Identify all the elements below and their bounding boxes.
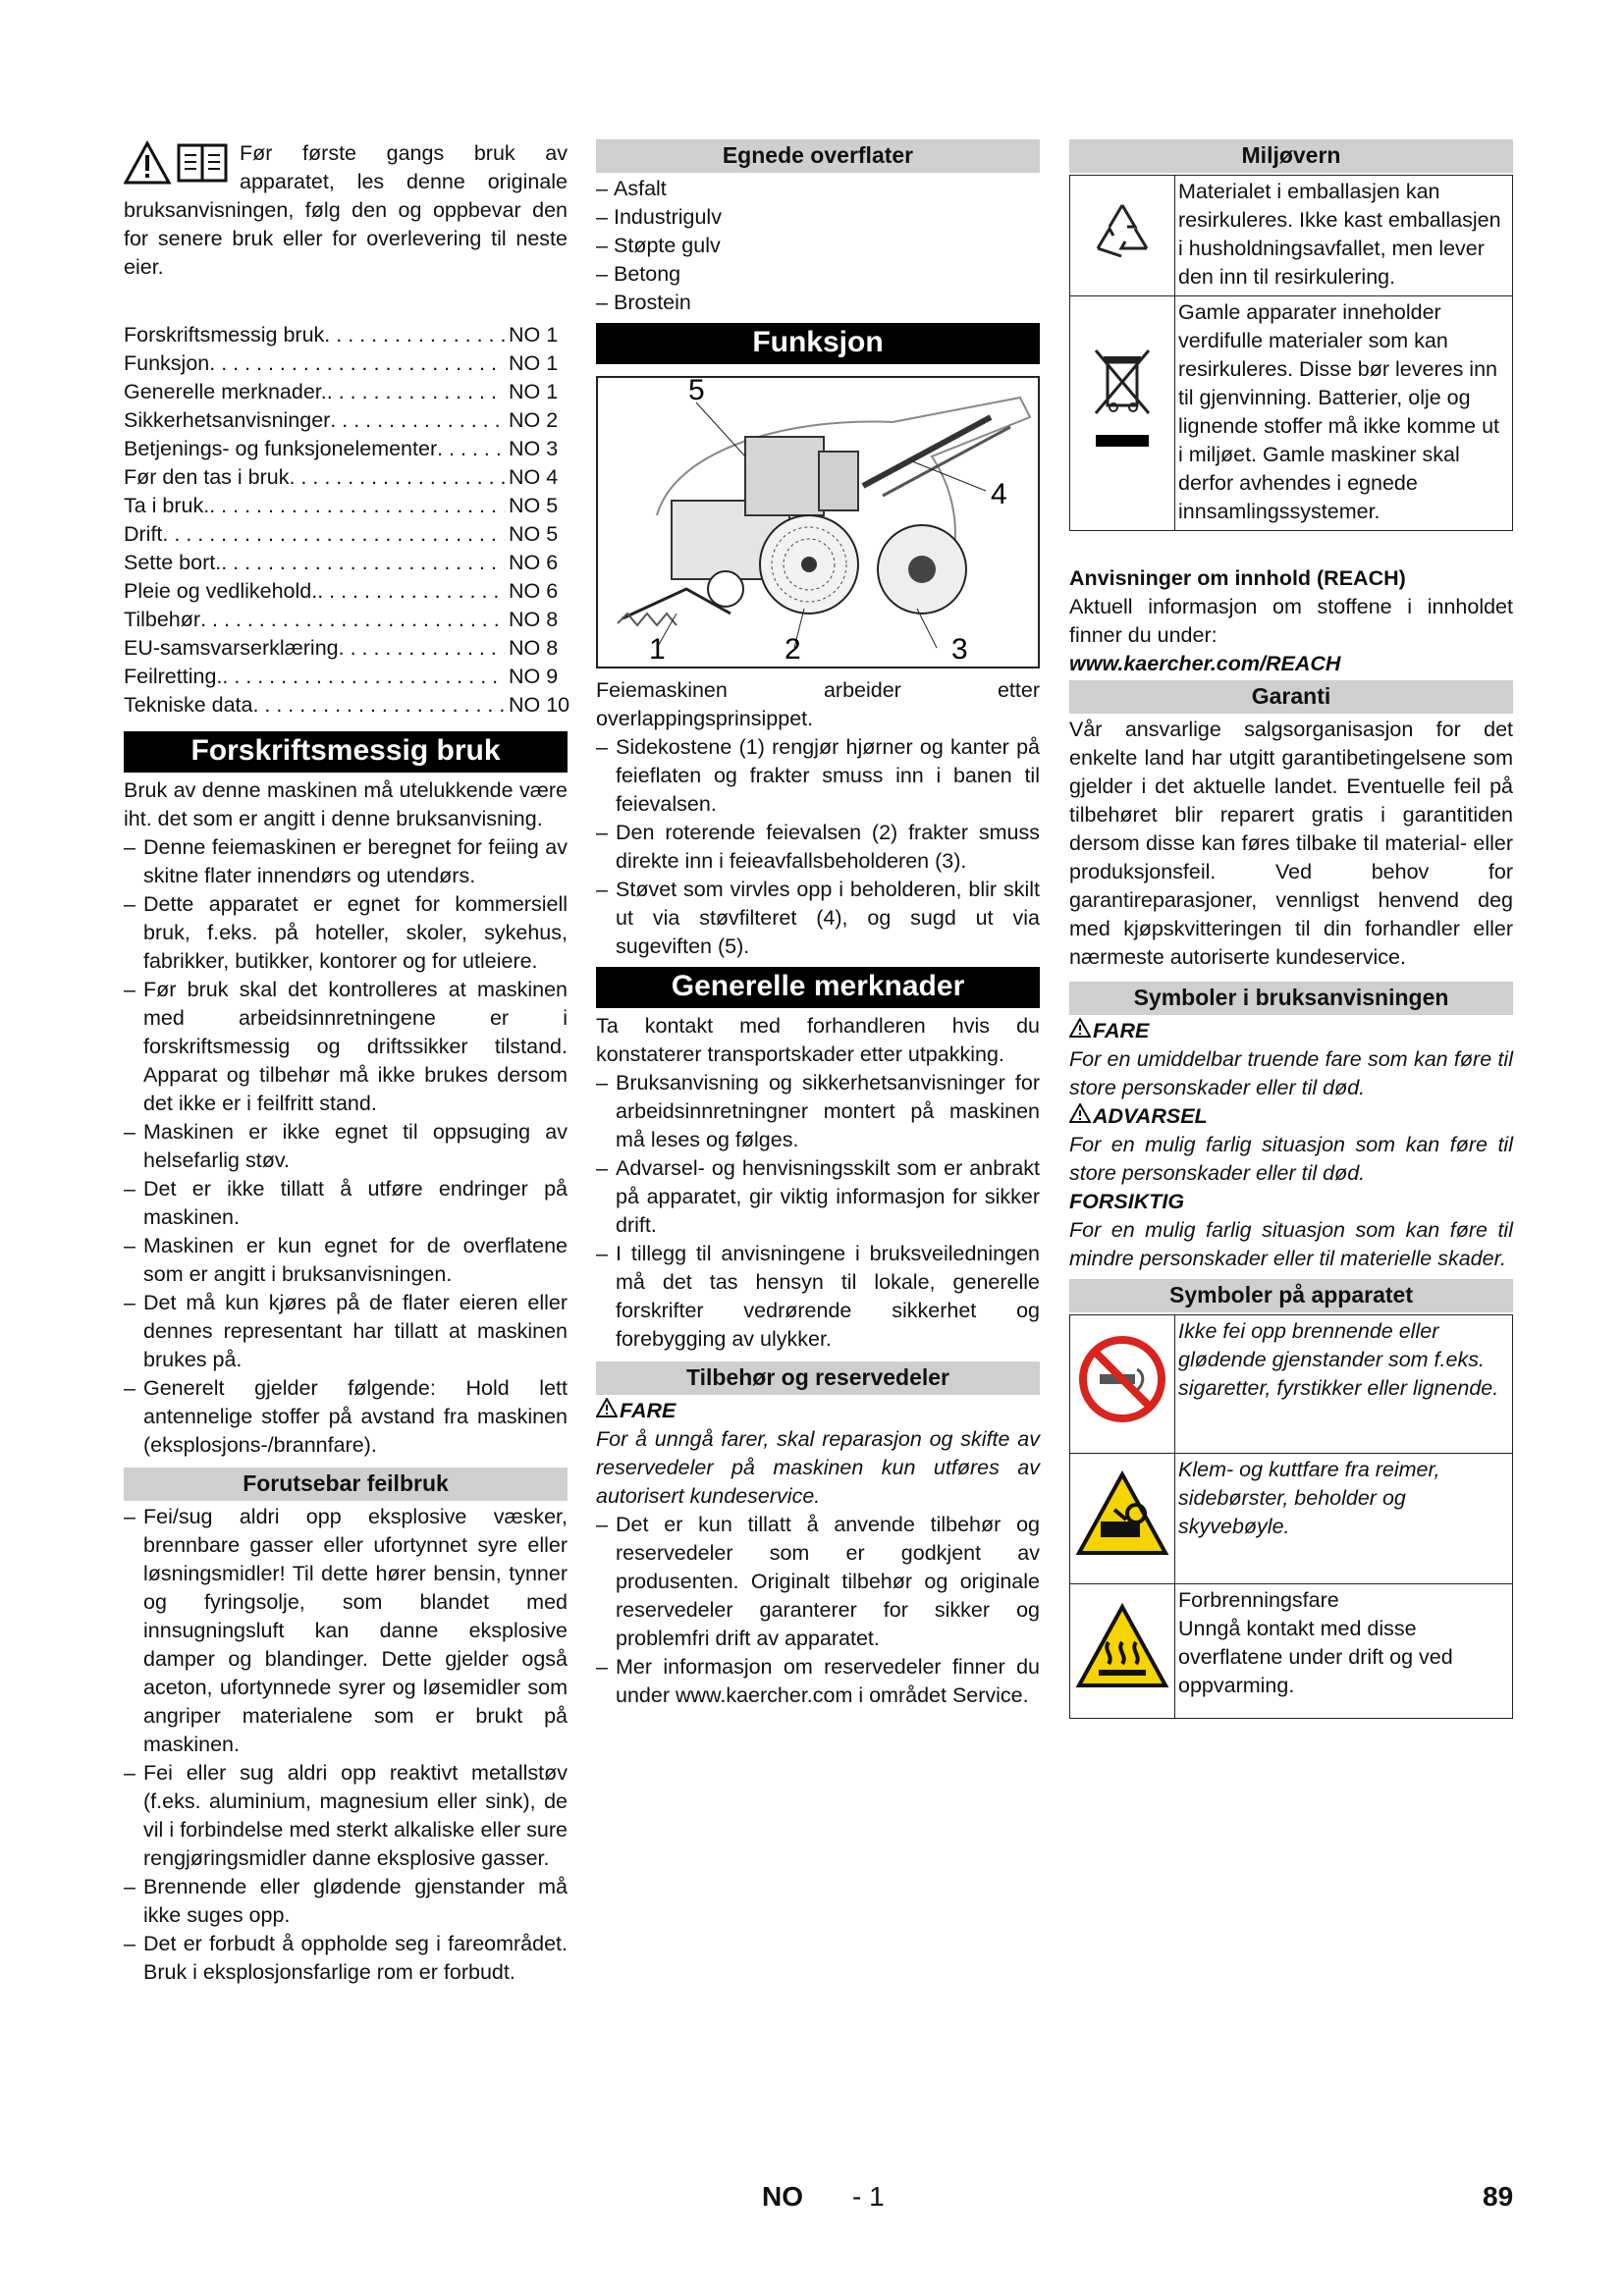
toc-entry-title: Før den tas i bruk xyxy=(124,465,290,489)
misuse-item: – Brennende eller glødende gjenstander må ikke suges opp. xyxy=(124,1873,568,1930)
figure-label-1: 1 xyxy=(649,633,666,663)
toc-leader-dots xyxy=(324,321,505,349)
toc-entry-page: NO 2 xyxy=(509,408,559,432)
recycle-icon xyxy=(1070,176,1175,296)
toc-entry-title: Sette bort. xyxy=(124,551,222,574)
misuse-item: – Fei eller sug aldri opp reaktivt metallstøv (f.eks. aluminium, magnesium eller sink), de vil i forbindelse med sterkt alkaliske eller sure rengjøringsmidler danne eksplosive gasser. xyxy=(124,1759,568,1873)
function-item: – Støvet som virvles opp i beholderen, blir skilt ut via støvfilteret (4), og sugd ut via sugeviften (5). xyxy=(596,876,1040,961)
toc-entry-page: NO 8 xyxy=(509,608,559,631)
toc-entry[interactable] xyxy=(124,577,568,606)
general-note-item: – I tillegg til anvisningene i bruksveiledningen må det tas hensyn til lokale, generelle forskrifter vedrørende sikkerhet og forebygging av ulykker. xyxy=(596,1240,1040,1354)
toc-entry-page: NO 1 xyxy=(509,380,559,403)
toc-entry-page: NO 4 xyxy=(509,465,559,489)
toc-leader-dots xyxy=(209,349,505,378)
column-3 xyxy=(1069,139,1513,1719)
toc-entry-title: Tilbehør xyxy=(124,608,201,631)
environment-row xyxy=(1070,296,1513,531)
environment-text-2: Gamle apparater inneholder verdifulle materialer som kan resirkuleres. Disse bør leveres inn til gjenvinning. Batterier, olje og lignende stoffer må ikke komme ut i miljøet. Gamle maskiner skal derfor avhendes i egnede innsamlingssystemer. xyxy=(1175,296,1513,531)
toc-entry[interactable] xyxy=(124,663,568,691)
toc-entry-title: Ta i bruk. xyxy=(124,494,210,517)
toc-entry-page: NO 5 xyxy=(509,494,559,517)
toc-entry[interactable] xyxy=(124,606,568,634)
intended-use-item: – Det må kun kjøres på de flater eieren eller dennes representant har tillatt at maskinen brukes på. xyxy=(124,1289,568,1374)
environment-row xyxy=(1070,176,1513,296)
general-note-item: – Bruksanvisning og sikkerhetsanvisninger for arbeidsinnretningner montert på maskinen må leses og følges. xyxy=(596,1069,1040,1154)
symbols-list xyxy=(1069,1017,1513,1273)
intended-use-item: – Denne feiemaskinen er beregnet for feiing av skitne flater innendørs og utendørs. xyxy=(124,833,568,890)
column-1 xyxy=(124,139,568,1987)
toc-leader-dots xyxy=(330,406,505,435)
toc-entry-page: NO 5 xyxy=(509,522,559,546)
toc-entry-title: Generelle merknader. xyxy=(124,380,327,403)
symbol-description: For en mulig farlig situasjon som kan føre til mindre personskader eller til materielle skader. xyxy=(1069,1218,1513,1270)
toc-entry-page: NO 8 xyxy=(509,636,559,660)
toc-leader-dots xyxy=(162,520,505,549)
intended-use-text: Bruk av denne maskinen må utelukkende være iht. det som er angitt i denne bruksanvisning. xyxy=(124,778,568,830)
footer-section-number: - 1 xyxy=(852,2181,885,2212)
accessory-item: – Det er kun tillatt å anvende tilbehør og reservedeler som er godkjent av produsenten. Originalt tilbehør og originale reservedeler garanterer for sikker og problemfri drift av apparatet. xyxy=(596,1511,1040,1653)
toc-leader-dots xyxy=(289,463,505,492)
intended-use-item: – Det er ikke tillatt å utføre endringer på maskinen. xyxy=(124,1175,568,1232)
symbol-description: For en mulig farlig situasjon som kan føre til store personskader eller til død. xyxy=(1069,1133,1513,1185)
surface-item: – Støpte gulv xyxy=(596,232,1040,260)
figure-label-3: 3 xyxy=(951,633,968,663)
toc-entry[interactable] xyxy=(124,549,568,577)
intro-text: Før første gangs bruk av apparatet, les denne originale bruksanvisningen, følg den og oppbevar den for senere bruk eller for overlevering til neste eier. xyxy=(124,141,568,279)
figure-label-4: 4 xyxy=(991,478,1007,510)
toc-leader-dots xyxy=(327,378,505,406)
surfaces-list xyxy=(596,175,1040,317)
toc-entry-title: Feilretting. xyxy=(124,665,223,688)
toc-entry-title: Drift xyxy=(124,522,163,546)
toc-entry[interactable] xyxy=(124,435,568,463)
toc-entry-title: Betjenings- og funksjonelementer xyxy=(124,437,438,460)
accessory-item: – Mer informasjon om reservedeler finner du under www.kaercher.com i området Service. xyxy=(596,1653,1040,1710)
function-list xyxy=(596,733,1040,961)
toc-entry-page: NO 6 xyxy=(509,579,559,603)
function-text: Feiemaskinen arbeider etter overlappingsprinsippet. xyxy=(596,678,1040,730)
device-symbol-text-2: Klem- og kuttfare fra reimer, sidebørster, beholder og skyvebøyle. xyxy=(1175,1454,1513,1584)
intended-use-item: – Dette apparatet er egnet for kommersiell bruk, f.eks. på hoteller, skoler, sykehus, fabrikker, butikker, kontorer og for utleiere. xyxy=(124,890,568,976)
intended-use-item: – Før bruk skal det kontrolleres at maskinen med arbeidsinnretningene er i forskriftsmessig og driftssikker tilstand. Apparat og tilbehør må ikke brukes dersom det ikke er i feilfritt stand. xyxy=(124,976,568,1118)
toc-entry-title: Tekniske data xyxy=(124,693,253,717)
symbol-label: ADVARSEL xyxy=(1069,1102,1513,1131)
device-symbol-row xyxy=(1070,1454,1513,1584)
general-notes-list xyxy=(596,1069,1040,1354)
toc-entry[interactable] xyxy=(124,691,568,720)
crossed-bin-icon xyxy=(1070,296,1175,531)
toc-entry[interactable] xyxy=(124,492,568,520)
heading-warranty: Garanti xyxy=(1069,680,1513,714)
toc-entry[interactable] xyxy=(124,349,568,378)
figure-label-2: 2 xyxy=(785,633,801,663)
toc-entry-page: NO 1 xyxy=(509,323,559,347)
intended-use-item: – Generelt gjelder følgende: Hold lett antennelige stoffer på avstand fra maskinen (eksplosjons-/brannfare). xyxy=(124,1374,568,1460)
toc-leader-dots xyxy=(252,691,505,720)
danger-label: FARE xyxy=(596,1397,1040,1425)
toc-entry[interactable] xyxy=(124,463,568,492)
function-item: – Sidekostene (1) rengjør hjørner og kanter på feieflaten og frakter smuss inn i banen til feievalsen. xyxy=(596,733,1040,819)
toc-leader-dots xyxy=(339,634,505,663)
intro-block xyxy=(124,139,568,282)
general-note-item: – Advarsel- og henvisningsskilt som er anbrakt på apparatet, gir viktig informasjon for sikker drift. xyxy=(596,1154,1040,1240)
accessories-list xyxy=(596,1511,1040,1710)
intended-use-list xyxy=(124,833,568,1460)
heading-foreseeable-misuse: Forutsebar feilbruk xyxy=(124,1468,568,1501)
environment-text-1: Materialet i emballasjen kan resirkuleres. Ikke kast emballasjen i husholdningsavfallet, men lever den inn til resirkulering. xyxy=(1175,176,1513,296)
reach-heading: Anvisninger om innhold (REACH) xyxy=(1069,566,1406,590)
reach-link[interactable]: www.kaercher.com/REACH xyxy=(1069,652,1341,675)
environment-table xyxy=(1069,175,1513,531)
heading-accessories: Tilbehør og reservedeler xyxy=(596,1362,1040,1395)
symbol-description: For en umiddelbar truende fare som kan føre til store personskader eller til død. xyxy=(1069,1047,1513,1099)
toc-entry[interactable] xyxy=(124,406,568,435)
misuse-item: – Fei/sug aldri opp eksplosive væsker, brennbare gasser eller ufortynnet syre eller løsningsmidler! Til dette hører bensin, tynner og fyringsolje, som blandet med innsugningsluft kan danne eksplosive damper og blandinger. Dette gjelder også aceton, ufortynnede syrer og løsemidler som angriper materialene som er brukt på maskinen. xyxy=(124,1503,568,1759)
heading-suitable-surfaces: Egnede overflater xyxy=(596,139,1040,173)
warranty-text: Vår ansvarlige salgsorganisasjon for det enkelte land har utgitt garantibetingelsene som gjelder i det aktuelle landet. Eventuelle feil på tilbehøret blir reparert gratis i garantitiden dersom disse kan føres tilbake til material- eller produksjonsfeil. Ved behov for garantireparasjoner, vennligst henvend deg med kjøpskvitteringen til din forhandler eller nærmeste autoriserte kundeservice. xyxy=(1069,718,1513,969)
danger-text: For å unngå farer, skal reparasjon og skifte av reservedeler på maskinen kun utføres av autorisert kundeservice. xyxy=(596,1427,1040,1508)
toc-entry-page: NO 3 xyxy=(509,437,559,460)
heading-symbols-manual: Symboler i bruksanvisningen xyxy=(1069,982,1513,1015)
intended-use-item: – Maskinen er ikke egnet til oppsuging av helsefarlig støv. xyxy=(124,1118,568,1175)
warning-triangle-icon xyxy=(1069,1017,1091,1045)
misuse-list xyxy=(124,1503,568,1987)
surface-item: – Asfalt xyxy=(596,175,1040,203)
footer-language: NO xyxy=(762,2181,803,2212)
toc-entry[interactable] xyxy=(124,321,568,349)
heading-symbols-device: Symboler på apparatet xyxy=(1069,1279,1513,1312)
pinch-hazard-icon xyxy=(1070,1454,1175,1584)
toc-entry[interactable] xyxy=(124,520,568,549)
device-symbol-text-1: Ikke fei opp brennende eller glødende gjenstander som f.eks. sigaretter, fyrstikker eller lignende. xyxy=(1175,1315,1513,1454)
toc-entry-title: Pleie og vedlikehold. xyxy=(124,579,318,603)
heading-function: Funksjon xyxy=(596,323,1040,364)
toc-leader-dots xyxy=(209,492,505,520)
symbol-label: FARE xyxy=(1069,1017,1513,1045)
misuse-item: – Det er forbudt å oppholde seg i fareområdet. Bruk i eksplosjonsfarlige rom er forbudt. xyxy=(124,1930,568,1987)
toc-leader-dots xyxy=(317,577,505,606)
toc-leader-dots xyxy=(437,435,505,463)
general-notes-text: Ta kontakt med forhandleren hvis du konstaterer transportskader etter utpakking. xyxy=(596,1014,1040,1066)
toc-leader-dots xyxy=(200,606,505,634)
heading-environment: Miljøvern xyxy=(1069,139,1513,173)
warning-triangle-icon xyxy=(1069,1102,1091,1131)
toc-entry-title: EU-samsvarserklæring xyxy=(124,636,339,660)
device-symbol-row xyxy=(1070,1315,1513,1454)
toc-entry-title: Funksjon xyxy=(124,351,210,375)
surface-item: – Industrigulv xyxy=(596,203,1040,232)
hot-surface-icon xyxy=(1070,1584,1175,1719)
reach-text: Aktuell informasjon om stoffene i innholdet finner du under: xyxy=(1069,595,1513,647)
toc-entry-page: NO 9 xyxy=(509,665,559,688)
heading-intended-use: Forskriftsmessig bruk xyxy=(124,731,568,773)
column-2 xyxy=(596,139,1040,1710)
intended-use-item: – Maskinen er kun egnet for de overflatene som er angitt i bruksanvisningen. xyxy=(124,1232,568,1289)
toc-entry-page: NO 1 xyxy=(509,351,559,375)
warning-triangle-icon xyxy=(596,1397,618,1425)
surface-item: – Betong xyxy=(596,260,1040,289)
sweeper-illustration xyxy=(598,378,1038,663)
toc-entry[interactable] xyxy=(124,634,568,663)
device-symbol-row xyxy=(1070,1584,1513,1719)
no-burning-objects-icon xyxy=(1070,1315,1175,1454)
table-of-contents xyxy=(124,321,568,720)
toc-leader-dots xyxy=(222,663,505,691)
page-number: 89 xyxy=(1483,2181,1514,2212)
toc-leader-dots xyxy=(221,549,505,577)
toc-entry[interactable] xyxy=(124,378,568,406)
toc-entry-title: Forskriftsmessig bruk xyxy=(124,323,325,347)
warning-manual-icon xyxy=(124,139,234,187)
toc-entry-page: NO 10 xyxy=(509,693,570,717)
device-symbol-text-3: Forbrenningsfare Unngå kontakt med disse overflatene under drift og ved oppvarming. xyxy=(1175,1584,1513,1719)
symbol-label: FORSIKTIG xyxy=(1069,1190,1185,1213)
function-item: – Den roterende feievalsen (2) frakter smuss direkte inn i feieavfallsbeholderen (3). xyxy=(596,819,1040,876)
sweeper-diagram xyxy=(596,376,1040,668)
figure-label-5: 5 xyxy=(688,378,705,406)
toc-entry-title: Sikkerhetsanvisninger xyxy=(124,408,331,432)
surface-item: – Brostein xyxy=(596,289,1040,317)
heading-general-notes: Generelle merknader xyxy=(596,967,1040,1008)
device-symbols-table xyxy=(1069,1314,1513,1719)
toc-entry-page: NO 6 xyxy=(509,551,559,574)
